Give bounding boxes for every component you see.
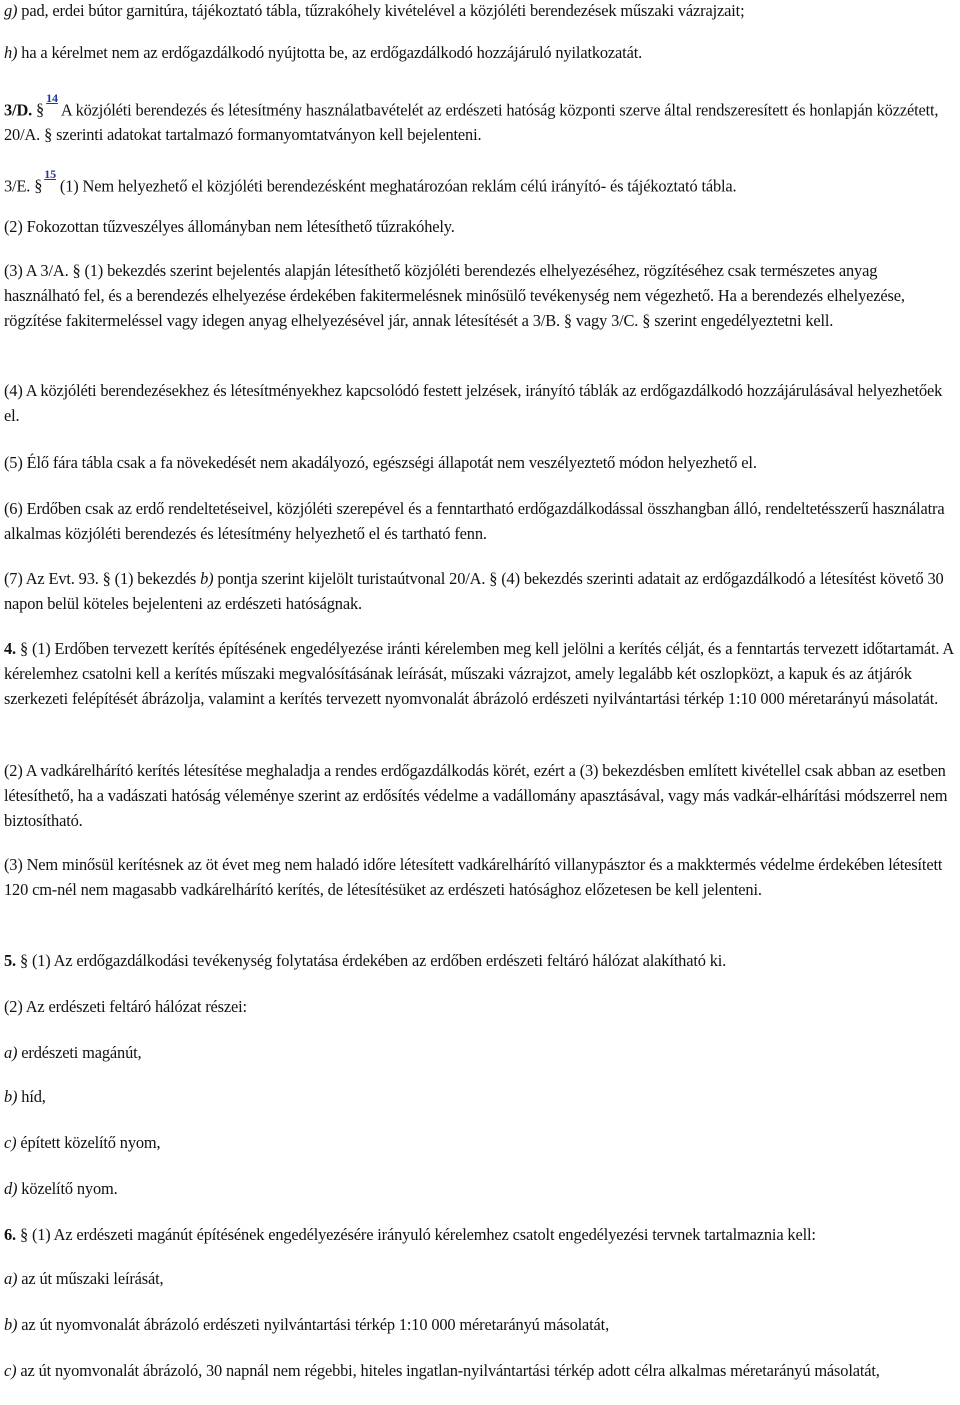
section-3e-2: (2) Fokozottan tűzveszélyes állományban nem létesíthető tűzrakóhely. [4, 217, 455, 236]
list-item-text: közelítő nyom. [17, 1179, 118, 1198]
list-item-5d [4, 1176, 956, 1201]
list-item-5a [4, 1040, 956, 1065]
section-sign: § [34, 176, 43, 196]
list-marker: b) [4, 1315, 18, 1334]
list-item-text: az út nyomvonalát ábrázoló erdészeti nyilvántartási térkép 1:10 000 méretarányú másolatát, [17, 1315, 610, 1334]
footnote-link-15[interactable]: 15 [44, 167, 56, 181]
list-item-6c [4, 1358, 956, 1383]
section-3e-5: (5) Élő fára tábla csak a fa növekedését nem akadályozó, egészségi állapotát nem veszélyeztető módon helyezhető el. [4, 453, 757, 472]
section-number: 5. [4, 951, 16, 970]
paragraph-text: pad, erdei bútor garnitúra, tájékoztató tábla, tűzrakóhely kivételével a közjóléti berendezések műszaki vázrajzait; [17, 1, 745, 20]
list-item-text: az út műszaki leírását, [17, 1269, 164, 1288]
list-marker: g) [4, 1, 18, 20]
point-marker: b) [200, 569, 214, 588]
paragraph-h [4, 40, 956, 65]
list-item-6a [4, 1266, 956, 1291]
paragraph-text: pontja szerint kijelölt turistaútvonal 20/A. § (4) bekezdés szerinti adatait az erdőgazdálkodó a létesítést követő 30 napon belül köteles bejelenteni az erdészeti hatóságnak. [4, 569, 944, 613]
section-3e-1 [4, 168, 956, 198]
paragraph-text: § (1) Az erdőgazdálkodási tevékenység folytatása érdekében az erdőben erdészeti feltáró hálózat alakítható ki. [16, 951, 727, 970]
footnote-link-14[interactable]: 14 [46, 91, 58, 105]
list-item-text: épített közelítő nyom, [16, 1133, 161, 1152]
section-3e-6: (6) Erdőben csak az erdő rendeltetéseivel, közjóléti szerepével és a fenntartható erdőgazdálkodással összhangban álló, rendeltetésszerű használatra alkalmas közjóléti berendezés és létesítmény helyezhető el és tartható fenn. [4, 499, 945, 543]
section-number: 3/D. [4, 100, 33, 120]
list-marker: a) [4, 1043, 18, 1062]
list-marker: h) [4, 43, 18, 62]
section-number: 4. [4, 639, 16, 658]
section-3e-7 [4, 566, 956, 616]
section-5-2: (2) Az erdészeti feltáró hálózat részei: [4, 997, 247, 1016]
section-number: 6. [4, 1225, 16, 1244]
list-marker: c) [4, 1133, 17, 1152]
list-item-text: erdészeti magánút, [17, 1043, 142, 1062]
paragraph-text: (1) Nem helyezhető el közjóléti berendezésként meghatározóan reklám célú irányító- és tájékoztató tábla. [55, 176, 737, 196]
list-item-5b [4, 1084, 956, 1109]
paragraph-text: A közjóléti berendezés és létesítmény használatbavételét az erdészeti hatóság központi szerve által rendszeresített és honlapján közzétett, 20/A. § szerinti adatokat tartalmazó formanyomtatványon kell bejelenteni. [4, 100, 939, 145]
section-number: 3/E. [4, 176, 31, 196]
list-marker: b) [4, 1087, 18, 1106]
paragraph-g [4, 0, 956, 23]
list-item-5c [4, 1130, 956, 1155]
section-sign: § [36, 100, 45, 120]
section-6-1 [4, 1222, 956, 1247]
paragraph-text: § (1) Az erdészeti magánút építésének engedélyezésére irányuló kérelemhez csatolt engedélyezési tervnek tartalmaznia kell: [16, 1225, 816, 1244]
list-marker: c) [4, 1361, 17, 1380]
section-4-2: (2) A vadkárelhárító kerítés létesítése meghaladja a rendes erdőgazdálkodás körét, ezért a (3) bekezdésben említett kivétellel csak abban az esetben létesíthető, ha a vadászati hatóság véleménye szerint az erdősítés védelme a vadállomány apasztásával, vagy más vadkár-elhárítási módszerrel nem biztosítható. [4, 761, 948, 830]
list-item-6b [4, 1312, 956, 1337]
section-3e-4: (4) A közjóléti berendezésekhez és létesítményekhez kapcsolódó festett jelzések, irányító táblák az erdőgazdálkodó hozzájárulásával helyezhetőek el. [4, 381, 943, 425]
section-4-3: (3) Nem minősül kerítésnek az öt évet meg nem haladó időre létesített vadkárelhárító villanypásztor és a makktermés védelme érdekében létesített 120 cm-nél nem magasabb vadkárelhárító kerítés, de létesítésüket az erdészeti hatósághoz előzetesen be kell jelenteni. [4, 855, 943, 899]
paragraph-text: (7) Az Evt. 93. § (1) bekezdés [4, 569, 201, 588]
section-5-1 [4, 948, 956, 973]
list-marker: d) [4, 1179, 18, 1198]
section-3e-3: (3) A 3/A. § (1) bekezdés szerint bejelentés alapján létesíthető közjóléti berendezés elhelyezéséhez, rögzítéséhez csak természetes anyag használható fel, és a berendezés elhelyezése érdekében fakitermelésnek minősülő tevékenység nem végezhető. Ha a berendezés elhelyezése, rögzítése fakitermeléssel vagy idegen anyag elhelyezésével jár, annak létesítését a 3/B. § vagy 3/C. § szerint engedélyeztetni kell. [4, 261, 905, 330]
list-item-text: az út nyomvonalát ábrázoló, 30 napnál nem régebbi, hiteles ingatlan-nyilvántartási térkép adott célra alkalmas méretarányú másolatát, [16, 1361, 880, 1380]
list-item-text: híd, [17, 1087, 46, 1106]
section-3d [4, 92, 956, 147]
section-4-1 [4, 636, 956, 711]
list-marker: a) [4, 1269, 18, 1288]
paragraph-text: § (1) Erdőben tervezett kerítés építésének engedélyezése iránti kérelemben meg kell jelölni a kerítés célját, és a fenntartás tervezett időtartamát. A kérelemhez csatolni kell a kerítés műszaki megvalósításának leírását, műszaki vázrajzot, amely legalább két oszlopközt, a kapuk és az átjárók szerkezeti felépítését ábrázolja, valamint a kerítés tervezett nyomvonalát ábrázoló erdészeti nyilvántartási térkép 1:10 000 méretarányú másolatát. [4, 639, 954, 708]
paragraph-text: ha a kérelmet nem az erdőgazdálkodó nyújtotta be, az erdőgazdálkodó hozzájáruló nyilatkozatát. [17, 43, 643, 62]
